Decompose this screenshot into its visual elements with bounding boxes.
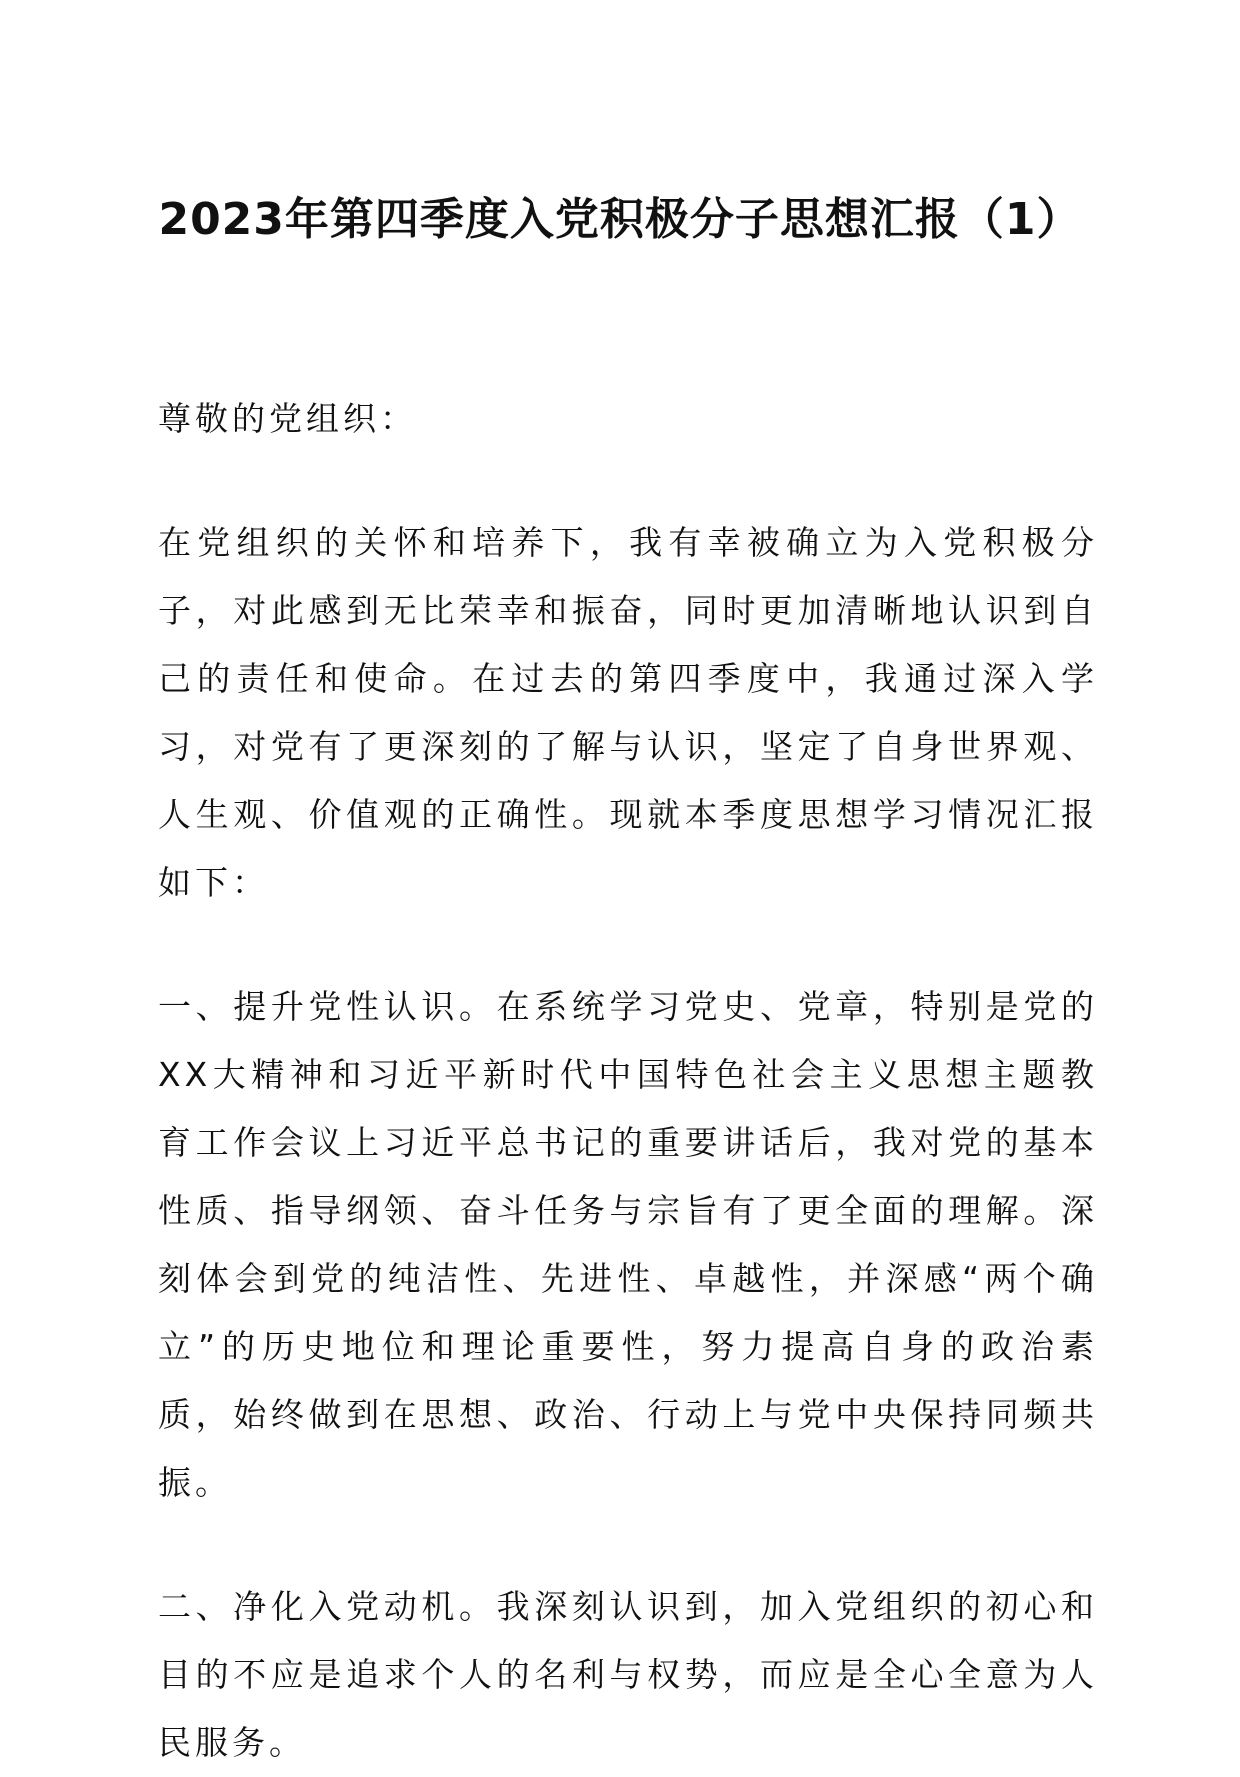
salutation: 尊敬的党组织： bbox=[158, 399, 417, 438]
paragraph-section-two: 二、净化入党动机。我深刻认识到，加入党组织的初心和目的不应是追求个人的名利与权势，而应是全心全意为人民服务。 bbox=[158, 1587, 1098, 1762]
paragraph-section-one: 一、提升党性认识。在系统学习党史、党章，特别是党的XX大精神和习近平新时代中国特色社会主义思想主题教育工作会议上习近平总书记的重要讲话后，我对党的基本性质、指导纲领、奋斗任务与宗旨有了更全面的理解。深刻体会到党的纯洁性、先进性、卓越性，并深感“两个确立”的历史地位和理论重要性，努力提高自身的政治素质，始终做到在思想、政治、行动上与党中央保持同频共振。 bbox=[158, 987, 1098, 1502]
document-body bbox=[158, 385, 1098, 1777]
document-title: 2023年第四季度入党积极分子思想汇报（1） bbox=[158, 194, 1082, 245]
paragraph-intro: 在党组织的关怀和培养下，我有幸被确立为入党积极分子，对此感到无比荣幸和振奋，同时更加清晰地认识到自己的责任和使命。在过去的第四季度中，我通过深入学习，对党有了更深刻的了解与认识，坚定了自身世界观、人生观、价值观的正确性。现就本季度思想学习情况汇报如下： bbox=[158, 523, 1098, 902]
